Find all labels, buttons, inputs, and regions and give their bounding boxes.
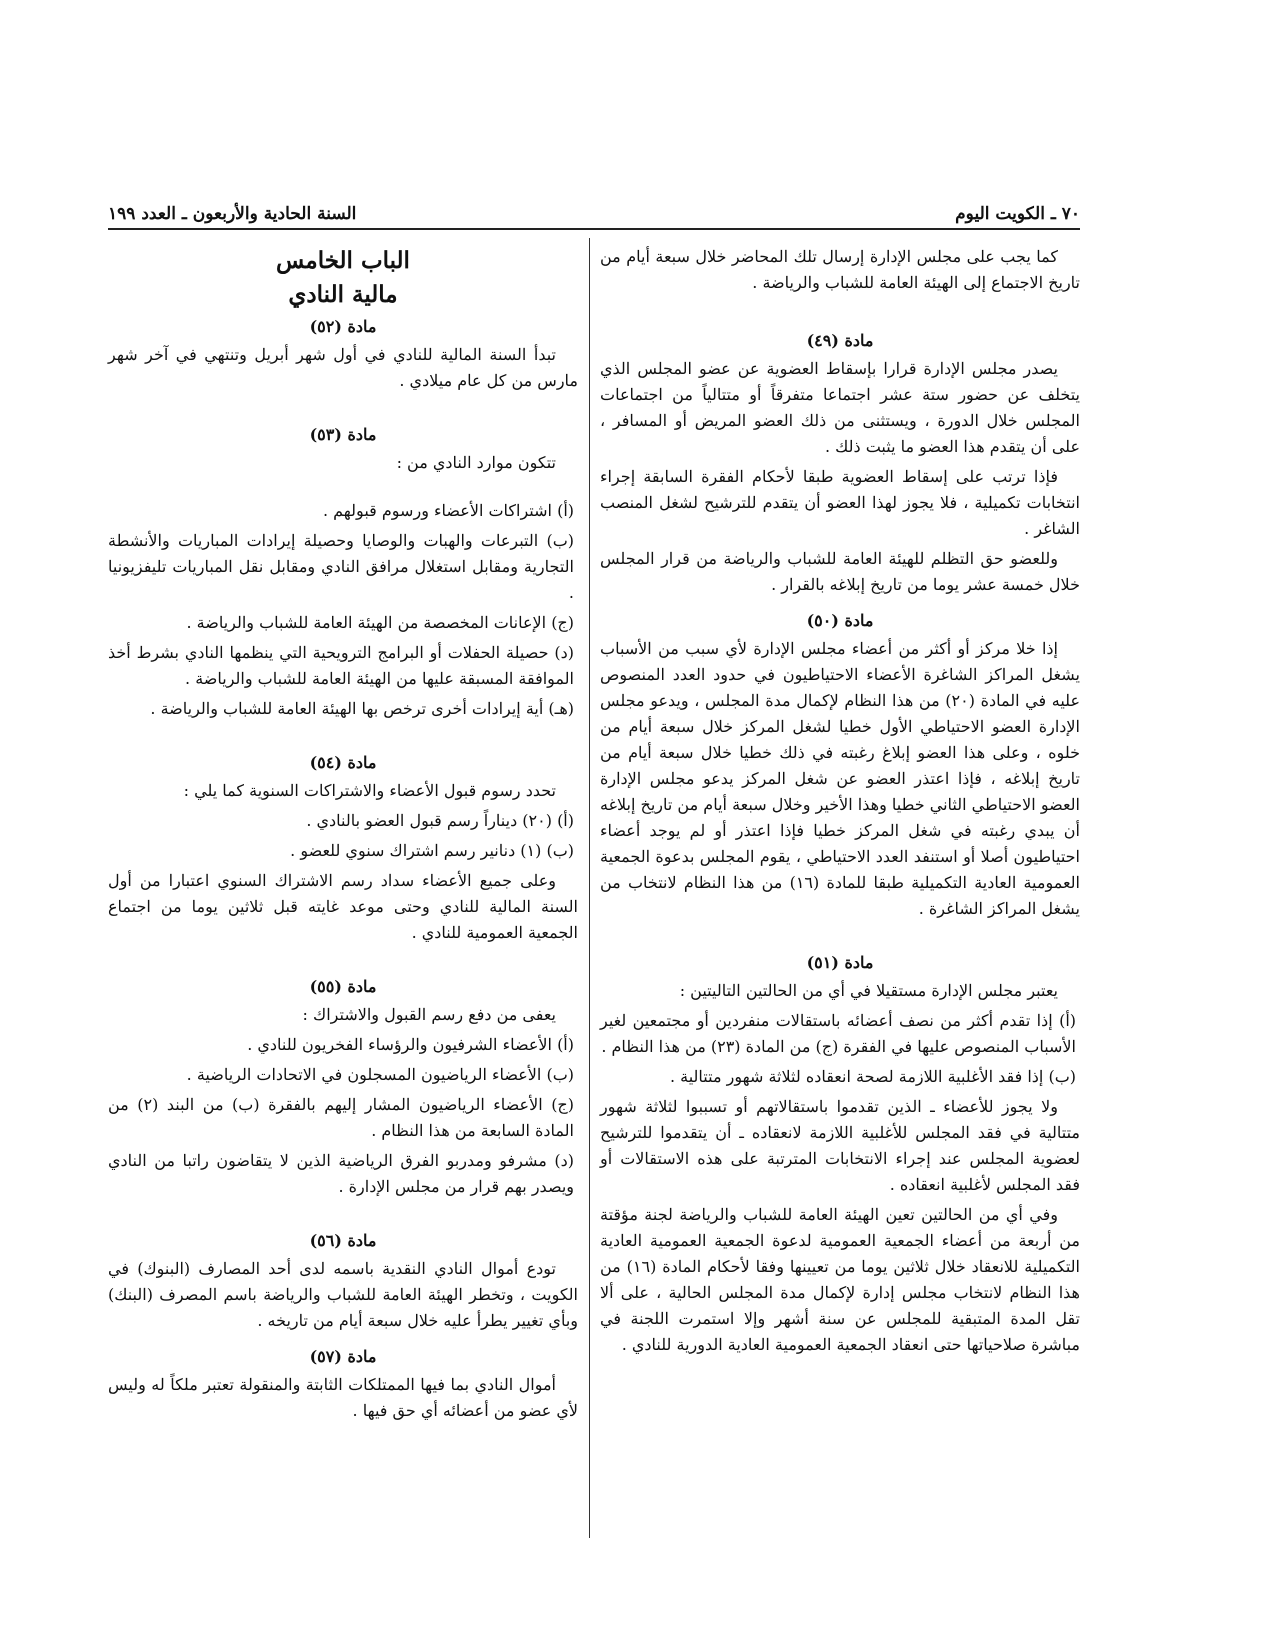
article-53 xyxy=(108,422,578,722)
article-item: (أ) اشتراكات الأعضاء ورسوم قبولهم . xyxy=(322,501,574,520)
article-title: مادة (٥٤) xyxy=(309,753,377,772)
article-item: (ب) (١) دنانير رسم اشتراك سنوي للعضو . xyxy=(290,841,574,860)
article-title: مادة (٥١) xyxy=(806,953,874,972)
left-column xyxy=(108,244,578,1430)
article-item: (د) حصيلة الحفلات أو البرامج الترويحية التي ينظمها النادي بشرط أخذ الموافقة المسبقة عليها من الهيئة العامة للشباب والرياضة . xyxy=(108,643,574,688)
article-paragraph: يصدر مجلس الإدارة قرارا بإسقاط العضوية عن عضو المجلس الذي يتخلف عن حضور ستة عشر اجتماعا متفرقاً أو متتالياً من اجتماعات المجلس خلال الدورة ، ويستثنى من ذلك العضو المريض أو المسافر ، على أن يتقدم هذا العضو ما يثبت ذلك . xyxy=(600,359,1080,456)
article-paragraph: أموال النادي بما فيها الممتلكات الثابتة والمنقولة تعتبر ملكاً له وليس لأي عضو من أعضائه أي حق فيها . xyxy=(108,1375,578,1420)
article-paragraph: تتكون موارد النادي من : xyxy=(396,453,556,472)
article-52 xyxy=(108,314,578,394)
article-55 xyxy=(108,974,578,1200)
page-header xyxy=(108,198,1080,224)
article-item: (هـ) أية إيرادات أخرى ترخص بها الهيئة العامة للشباب والرياضة . xyxy=(150,699,574,718)
article-paragraph: تبدأ السنة المالية للنادي في أول شهر أبريل وتنتهي في آخر شهر مارس من كل عام ميلادي . xyxy=(108,345,578,390)
article-item: (أ) (٢٠) ديناراً رسم قبول العضو بالنادي . xyxy=(306,811,574,830)
article-54 xyxy=(108,750,578,946)
page-number-title: ٧٠ ـ الكويت اليوم xyxy=(955,204,1080,224)
article-51 xyxy=(600,950,1080,1358)
article-paragraph: وفي أي من الحالتين تعين الهيئة العامة للشباب والرياضة لجنة مؤقتة من أربعة من أعضاء الجمعية العمومية لدعوة الجمعية العمومية العادية التكميلية للانعقاد خلال ثلاثين يوما من تعيينها وفقا لأحكام المادة (١٦) من هذا النظام لانتخاب مجلس إدارة لإكمال مدة المجلس الحالية ، على ألا تقل المدة المتبقية للمجلس عن سنة أشهر وإلا استمرت اللجنة في مباشرة صلاحياتها حتى انعقاد الجمعية العمومية العادية الدورية للنادي . xyxy=(600,1205,1081,1354)
article-title: مادة (٥٥) xyxy=(309,977,377,996)
article-paragraph: إذا خلا مركز أو أكثر من أعضاء مجلس الإدارة لأي سبب من الأسباب يشغل المراكز الشاغرة الأعضاء الاحتياطيون في حدود العدد المنصوص عليه في المادة (٢٠) من هذا النظام لإكمال مدة المجلس ، ويدعو مجلس الإدارة العضو الاحتياطي الأول خطيا لشغل المركز خلال سبعة أيام من خلوه ، وعلى هذا العضو إبلاغ رغبته في ذلك خطيا خلال سبعة أيام من تاريخ إبلاغه ، فإذا اعتذر العضو عن شغل المركز يدعو مجلس الإدارة العضو الاحتياطي الثاني خطيا وهذا الأخير وخلال سبعة أيام من تاريخ إبلاغه أن يبدي رغبته في شغل المركز خطيا فإذا اعتذر أو لم يوجد أعضاء احتياطيون أصلا أو استنفد العدد الاحتياطي ، يقوم المجلس بدعوة الجمعية العمومية العادية التكميلية طبقا للمادة (١٦) من هذا النظام لانتخاب من يشغل المراكز الشاغرة . xyxy=(600,639,1080,918)
article-item: (ج) الإعانات المخصصة من الهيئة العامة للشباب والرياضة . xyxy=(186,613,574,632)
intro-paragraph: كما يجب على مجلس الإدارة إرسال تلك المحاضر خلال سبعة أيام من تاريخ الاجتماع إلى الهيئة العامة للشباب والرياضة . xyxy=(600,247,1080,292)
article-49 xyxy=(600,328,1080,598)
article-title: مادة (٥٠) xyxy=(806,611,874,630)
article-paragraph: وللعضو حق التظلم للهيئة العامة للشباب والرياضة من قرار المجلس خلال خمسة عشر يوما من تاريخ إبلاغه بالقرار . xyxy=(600,549,1080,594)
article-item: (د) مشرفو ومدربو الفرق الرياضية الذين لا يتقاضون راتبا من النادي ويصدر بهم قرار من مجلس الإدارة . xyxy=(108,1151,574,1196)
article-paragraph: يعتبر مجلس الإدارة مستقيلا في أي من الحالتين التاليتين : xyxy=(679,981,1058,1000)
article-paragraph: وعلى جميع الأعضاء سداد رسم الاشتراك السنوي اعتبارا من أول السنة المالية للنادي وحتى موعد غايته قبل ثلاثين يوما من اجتماع الجمعية العمومية للنادي . xyxy=(108,871,578,942)
article-paragraph: يعفى من دفع رسم القبول والاشتراك : xyxy=(302,1005,556,1024)
article-50 xyxy=(600,608,1080,922)
article-item: (ب) التبرعات والهبات والوصايا وحصيلة إيرادات المباريات والأنشطة التجارية ومقابل استغلال مرافق النادي ومقابل نقل المباريات تليفزيونيا . xyxy=(108,531,574,602)
article-title: مادة (٥٢) xyxy=(309,317,377,336)
right-column xyxy=(600,244,1080,1364)
article-title: مادة (٥٦) xyxy=(309,1231,377,1250)
article-paragraph: تودع أموال النادي النقدية باسمه لدى أحد المصارف (البنوك) في الكويت ، وتخطر الهيئة العامة للشباب والرياضة باسم المصرف (البنك) وبأي تغيير يطرأ عليه خلال سبعة أيام من تاريخه . xyxy=(108,1259,578,1330)
article-item: (أ) إذا تقدم أكثر من نصف أعضائه باستقالات منفردين أو مجتمعين لغير الأسباب المنصوص عليها في الفقرة (ج) من المادة (٢٣) من هذا النظام . xyxy=(600,1011,1077,1056)
column-divider xyxy=(589,238,590,1538)
article-item: (ج) الأعضاء الرياضيون المشار إليهم بالفقرة (ب) من البند (٢) من المادة السابعة من هذا النظام . xyxy=(108,1095,575,1140)
chapter-heading: الباب الخامس xyxy=(276,247,410,274)
article-item: (أ) الأعضاء الشرفيون والرؤساء الفخريون للنادي . xyxy=(247,1035,574,1054)
article-paragraph: فإذا ترتب على إسقاط العضوية طبقا لأحكام الفقرة السابقة إجراء انتخابات تكميلية ، فلا يجوز لهذا العضو أن يتقدم للترشيح لشغل المنصب الشاغر . xyxy=(600,467,1080,538)
article-item: (ب) الأعضاء الرياضيون المسجلون في الاتحادات الرياضية . xyxy=(186,1065,574,1084)
article-paragraph: تحدد رسوم قبول الأعضاء والاشتراكات السنوية كما يلي : xyxy=(183,781,556,800)
chapter-title: مالية النادي xyxy=(288,281,398,308)
article-57 xyxy=(108,1344,578,1424)
article-title: مادة (٤٩) xyxy=(806,331,874,350)
article-56 xyxy=(108,1228,578,1334)
article-item: (ب) إذا فقد الأغلبية اللازمة لصحة انعقاده لثلاثة شهور متتالية . xyxy=(669,1067,1076,1086)
article-title: مادة (٥٣) xyxy=(309,425,377,444)
header-rule xyxy=(108,228,1080,230)
issue-info: السنة الحادية والأربعون ـ العدد ١٩٩ xyxy=(108,204,357,224)
article-title: مادة (٥٧) xyxy=(309,1347,377,1366)
article-paragraph: ولا يجوز للأعضاء ـ الذين تقدموا باستقالاتهم أو تسببوا لثلاثة شهور متتالية في فقد المجلس للأغلبية اللازمة لانعقاده ـ أن يتقدموا للترشيح لعضوية المجلس عند إجراء الانتخابات المترتبة على هذه الاستقالات أو فقد المجلس لأغلبية انعقاده . xyxy=(600,1097,1080,1194)
